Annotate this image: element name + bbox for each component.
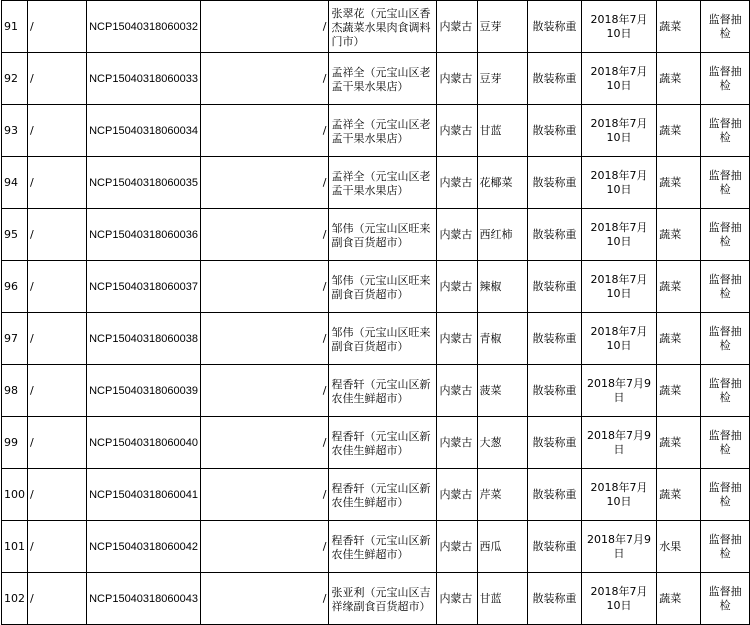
sample-name-cell: 豆芽 (477, 53, 528, 105)
slash-cell: / (28, 521, 87, 573)
table-body (2, 1, 750, 625)
row-number-cell: 95 (2, 209, 28, 261)
food-category-cell: 水果 (657, 521, 701, 573)
empty-field-cell: / (200, 105, 329, 157)
vendor-cell (329, 365, 437, 417)
row-number-cell: 91 (2, 1, 28, 53)
empty-field-cell: / (200, 365, 329, 417)
task-source-cell: 监督抽检 (701, 365, 750, 417)
sample-name-cell: 菠菜 (477, 365, 528, 417)
food-category-cell: 蔬菜 (657, 1, 701, 53)
slash-cell: / (28, 573, 87, 625)
food-category-cell: 蔬菜 (657, 261, 701, 313)
packaging-cell: 散装称重 (528, 365, 582, 417)
food-category-cell: 蔬菜 (657, 573, 701, 625)
row-number-cell: 102 (2, 573, 28, 625)
sampling-date-cell: 2018年7月10日 (581, 105, 656, 157)
sampling-date-cell: 2018年7月10日 (581, 469, 656, 521)
empty-field-cell: / (200, 573, 329, 625)
vendor-cell (329, 261, 437, 313)
row-number-cell: 99 (2, 417, 28, 469)
province-cell: 内蒙古 (437, 1, 477, 53)
table-row (2, 365, 750, 417)
vendor-text: 孟祥全（元宝山区老孟干果水果店） (331, 169, 431, 197)
sample-code-cell: NCP15040318060035 (87, 157, 201, 209)
vendor-text: 孟祥全（元宝山区老孟干果水果店） (331, 117, 431, 145)
row-number-cell: 98 (2, 365, 28, 417)
food-category-cell: 蔬菜 (657, 469, 701, 521)
sample-name-cell: 甘蓝 (477, 573, 528, 625)
sample-name-cell: 花椰菜 (477, 157, 528, 209)
sample-name-cell: 豆芽 (477, 1, 528, 53)
vendor-text: 邹伟（元宝山区旺来副食百货超市） (331, 221, 431, 249)
sample-code-cell: NCP15040318060037 (87, 261, 201, 313)
sample-code-cell: NCP15040318060043 (87, 573, 201, 625)
vendor-text: 程香轩（元宝山区新农佳生鲜超市） (331, 481, 431, 509)
table-row (2, 209, 750, 261)
table-row (2, 469, 750, 521)
province-cell: 内蒙古 (437, 469, 477, 521)
sample-name-cell: 大葱 (477, 417, 528, 469)
empty-field-cell: / (200, 53, 329, 105)
packaging-cell: 散装称重 (528, 521, 582, 573)
table-row (2, 105, 750, 157)
sample-name-cell: 辣椒 (477, 261, 528, 313)
empty-field-cell: / (200, 1, 329, 53)
vendor-text: 孟祥全（元宝山区老孟干果水果店） (331, 65, 431, 93)
slash-cell: / (28, 469, 87, 521)
vendor-cell (329, 417, 437, 469)
vendor-text: 张翠花（元宝山区香杰蔬菜水果肉食调料门市） (331, 6, 431, 48)
sample-code-cell: NCP15040318060041 (87, 469, 201, 521)
vendor-cell (329, 469, 437, 521)
table-row (2, 1, 750, 53)
province-cell: 内蒙古 (437, 417, 477, 469)
province-cell: 内蒙古 (437, 53, 477, 105)
food-category-cell: 蔬菜 (657, 105, 701, 157)
task-source-cell: 监督抽检 (701, 417, 750, 469)
table-row (2, 261, 750, 313)
empty-field-cell: / (200, 469, 329, 521)
vendor-cell (329, 157, 437, 209)
province-cell: 内蒙古 (437, 157, 477, 209)
table-row (2, 417, 750, 469)
sample-name-cell: 西瓜 (477, 521, 528, 573)
slash-cell: / (28, 313, 87, 365)
sample-name-cell: 西红柿 (477, 209, 528, 261)
packaging-cell: 散装称重 (528, 157, 582, 209)
slash-cell: / (28, 365, 87, 417)
packaging-cell: 散装称重 (528, 573, 582, 625)
vendor-text: 程香轩（元宝山区新农佳生鲜超市） (331, 377, 431, 405)
vendor-cell (329, 1, 437, 53)
vendor-text: 邹伟（元宝山区旺来副食百货超市） (331, 325, 431, 353)
task-source-cell: 监督抽检 (701, 313, 750, 365)
row-number-cell: 101 (2, 521, 28, 573)
table-row (2, 157, 750, 209)
sample-code-cell: NCP15040318060036 (87, 209, 201, 261)
packaging-cell: 散装称重 (528, 105, 582, 157)
packaging-cell: 散装称重 (528, 1, 582, 53)
vendor-cell (329, 573, 437, 625)
sample-code-cell: NCP15040318060038 (87, 313, 201, 365)
row-number-cell: 96 (2, 261, 28, 313)
slash-cell: / (28, 1, 87, 53)
slash-cell: / (28, 417, 87, 469)
task-source-cell: 监督抽检 (701, 261, 750, 313)
slash-cell: / (28, 209, 87, 261)
table-row (2, 313, 750, 365)
food-category-cell: 蔬菜 (657, 209, 701, 261)
sampling-date-cell: 2018年7月10日 (581, 157, 656, 209)
province-cell: 内蒙古 (437, 105, 477, 157)
slash-cell: / (28, 261, 87, 313)
empty-field-cell: / (200, 157, 329, 209)
empty-field-cell: / (200, 209, 329, 261)
task-source-cell: 监督抽检 (701, 157, 750, 209)
sampling-date-cell: 2018年7月10日 (581, 313, 656, 365)
table-row (2, 521, 750, 573)
vendor-cell (329, 521, 437, 573)
task-source-cell: 监督抽检 (701, 209, 750, 261)
sample-name-cell: 甘蓝 (477, 105, 528, 157)
sample-code-cell: NCP15040318060040 (87, 417, 201, 469)
sample-code-cell: NCP15040318060042 (87, 521, 201, 573)
empty-field-cell: / (200, 417, 329, 469)
sampling-date-cell: 2018年7月10日 (581, 53, 656, 105)
sample-code-cell: NCP15040318060034 (87, 105, 201, 157)
province-cell: 内蒙古 (437, 261, 477, 313)
province-cell: 内蒙古 (437, 365, 477, 417)
sampling-date-cell: 2018年7月10日 (581, 261, 656, 313)
province-cell: 内蒙古 (437, 313, 477, 365)
food-category-cell: 蔬菜 (657, 313, 701, 365)
sampling-date-cell: 2018年7月10日 (581, 209, 656, 261)
vendor-cell (329, 209, 437, 261)
sampling-date-cell: 2018年7月10日 (581, 1, 656, 53)
vendor-text: 程香轩（元宝山区新农佳生鲜超市） (331, 429, 431, 457)
food-category-cell: 蔬菜 (657, 53, 701, 105)
packaging-cell: 散装称重 (528, 469, 582, 521)
vendor-cell (329, 105, 437, 157)
sample-name-cell: 青椒 (477, 313, 528, 365)
row-number-cell: 97 (2, 313, 28, 365)
table-row (2, 53, 750, 105)
sample-code-cell: NCP15040318060033 (87, 53, 201, 105)
vendor-text: 邹伟（元宝山区旺来副食百货超市） (331, 273, 431, 301)
row-number-cell: 93 (2, 105, 28, 157)
province-cell: 内蒙古 (437, 209, 477, 261)
packaging-cell: 散装称重 (528, 53, 582, 105)
vendor-cell (329, 53, 437, 105)
row-number-cell: 92 (2, 53, 28, 105)
slash-cell: / (28, 157, 87, 209)
empty-field-cell: / (200, 313, 329, 365)
empty-field-cell: / (200, 521, 329, 573)
slash-cell: / (28, 105, 87, 157)
food-category-cell: 蔬菜 (657, 365, 701, 417)
task-source-cell: 监督抽检 (701, 1, 750, 53)
sampling-table (1, 0, 750, 625)
table-row (2, 573, 750, 625)
sampling-date-cell: 2018年7月9日 (581, 521, 656, 573)
food-category-cell: 蔬菜 (657, 157, 701, 209)
packaging-cell: 散装称重 (528, 261, 582, 313)
task-source-cell: 监督抽检 (701, 521, 750, 573)
vendor-cell (329, 313, 437, 365)
packaging-cell: 散装称重 (528, 313, 582, 365)
sampling-date-cell: 2018年7月10日 (581, 573, 656, 625)
province-cell: 内蒙古 (437, 521, 477, 573)
food-category-cell: 蔬菜 (657, 417, 701, 469)
sample-code-cell: NCP15040318060032 (87, 1, 201, 53)
empty-field-cell: / (200, 261, 329, 313)
sampling-date-cell: 2018年7月9日 (581, 417, 656, 469)
sampling-date-cell: 2018年7月9日 (581, 365, 656, 417)
province-cell: 内蒙古 (437, 573, 477, 625)
sample-code-cell: NCP15040318060039 (87, 365, 201, 417)
vendor-text: 张亚利（元宝山区吉祥缘副食百货超市） (331, 585, 431, 613)
slash-cell: / (28, 53, 87, 105)
task-source-cell: 监督抽检 (701, 573, 750, 625)
task-source-cell: 监督抽检 (701, 105, 750, 157)
vendor-text: 程香轩（元宝山区新农佳生鲜超市） (331, 533, 431, 561)
packaging-cell: 散装称重 (528, 417, 582, 469)
packaging-cell: 散装称重 (528, 209, 582, 261)
sample-name-cell: 芹菜 (477, 469, 528, 521)
task-source-cell: 监督抽检 (701, 469, 750, 521)
task-source-cell: 监督抽检 (701, 53, 750, 105)
row-number-cell: 100 (2, 469, 28, 521)
row-number-cell: 94 (2, 157, 28, 209)
